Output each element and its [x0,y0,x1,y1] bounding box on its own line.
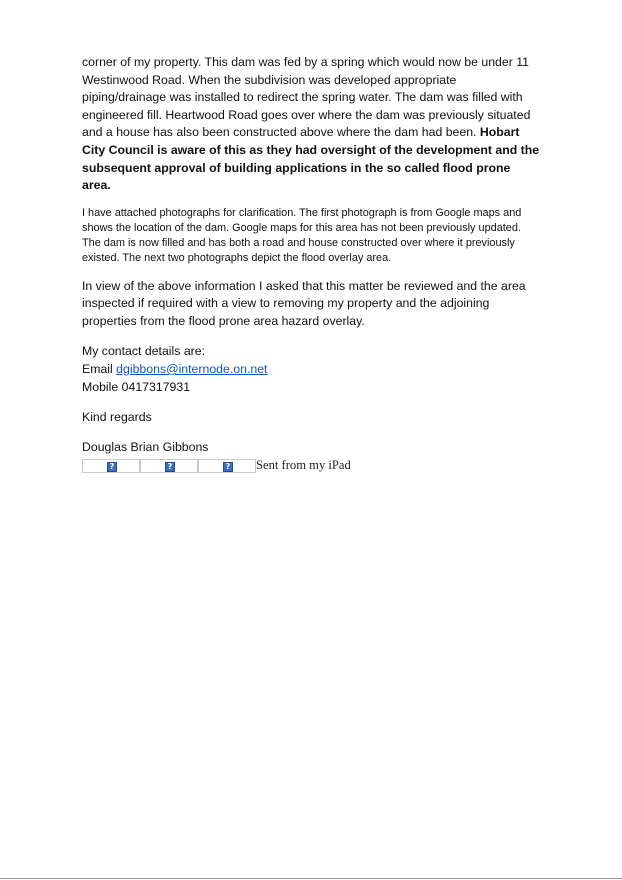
contact-mobile: Mobile 0417317931 [82,379,191,394]
signature-name: Douglas Brian Gibbons [82,439,209,454]
sent-from-signature: Sent from my iPad [256,458,351,472]
paragraph-review-request: In view of the above information I asked that this matter be reviewed and the area inspected if required with a view to removing my property and the adjoining properties from the flood prone area hazard overlay. [82,278,526,328]
paragraph-photographs: I have attached photographs for clarification. The first photograph is from Google maps and shows the location of the dam. Google maps for this area has not been previously updated. The dam is now filled and has both a road and house constructed over where it previously existed. The next two photographs depict the flood overlay area. [82,206,522,265]
paragraph-council-aware-bold: Hobart City Council is aware of this as they had oversight of the development and the subsequent approval of building applications in the so called flood prone area. [82,125,540,193]
contact-details [82,343,542,396]
email-label: Email [82,361,117,376]
image-placeholder-3[interactable] [198,459,256,473]
missing-image-icon: ? [165,462,175,472]
contact-intro: My contact details are: [82,344,206,359]
attachment-row [82,457,351,473]
missing-image-icon: ? [223,462,233,472]
closing: Kind regards [82,410,152,425]
contact-email-line [82,361,542,379]
missing-image-icon: ? [107,462,117,472]
paragraph-dam-history-text: corner of my property. This dam was fed by a spring which would now be under 11 Westinwood Road. When the subdivision was developed appropriate piping/drainage was installed to redirect the spring water. The dam was filled with engineered fill. Heartwood Road goes over where the dam was previously situated and a house has also been constructed above where the dam had been. [82,55,531,140]
email-link[interactable]: dgibbons@internode.on.net [116,361,268,376]
email-body [82,54,542,456]
image-placeholder-2[interactable] [140,459,198,473]
paragraph-dam-history [82,54,542,195]
image-placeholder-1[interactable] [82,459,140,473]
